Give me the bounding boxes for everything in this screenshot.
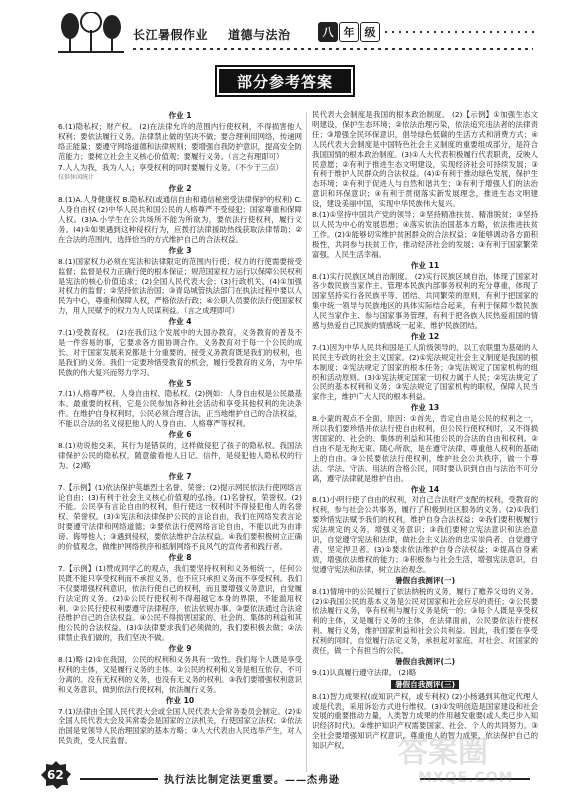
- answer-paragraph: 8.(1)略 (2)①在我国，公民的权利和义务具有一致性。我们每个人既是享受权利的主体，又是履行义务的主体。②公民的权利和义务是相互依存、不可分离的。没有无权利的义务，也没有无义务的权利。③我们要增强权利意识和义务意识，做到依法行使权利，依法履行义务。: [58, 655, 302, 694]
- column-divider: [306, 112, 307, 772]
- answer-paragraph: 7.【示例】(1)依法保护英雄烈士名誉、荣誉；(2)提示网民依法行使网络言论自由；(3)有利于社会主义核心价值观的弘扬。(1)名誉权，荣誉权。(2)不能。公民享有言论自由的权利，但行使这一权利时不得侵犯他人的名誉权、荣誉权。(3)①宪法和法律保护公民的言论自由，我们在网络发表言论时要遵守法律和网络道德；②要依法行使网络言论自由，不能以此为由诽谤、侮辱他人；③遇到侵权，要依法维护合法权益。④我们要积极树立正确的价值观念，做维护网络秩序和抵制网络不良风气的宣传者和践行者。: [58, 482, 302, 552]
- section-heading: 作业 12: [410, 331, 440, 341]
- answer-paragraph: 7.(1)人格尊严权、人身自由权、隐私权。(2)例如：人身自由权是公民最基本、最重要的权利，它是公民参加各种社会活动和享受其他权利的先决条件。在维护自身权利时，公民必须合理合法，正当地维护自己的合法权益，不能以合法的名义侵犯他人的人身自由、人格尊严等权利。: [58, 389, 302, 429]
- answer-paragraph: 7.人人为我，我为人人；享受权利的同时要履行义务。（不少于三点）: [58, 162, 284, 172]
- section-heading: 作业 2: [168, 184, 192, 194]
- answer-paragraph: 8.(1)劝说他交来，其行为是错误的，这样做侵犯了孩子的隐私权。我国法律保护公民的隐私权，随意偷看他人日记、信件，是侵犯他人隐私权的行为。(2)略: [58, 441, 302, 470]
- answer-paragraph: 7.(1)法律由全国人民代表大会或全国人民代表大会常务委员会制定。(2)①全国人民代表大会及其常委会是国家的立法机关，行使国家立法权；②依法治国是党领导人民治理国家的基本方略；③人大代表由人民选举产生，对人民负责，受人民监督。: [58, 706, 302, 746]
- section-heading: 作业 6: [168, 430, 192, 440]
- section-heading: 作业 4: [168, 317, 192, 327]
- section-heading: 作业 9: [168, 644, 192, 654]
- subject-name: 道德与法治: [228, 28, 291, 42]
- answer-paragraph: 8.(1)实行民族区域自治制度。 (2)实行民族区域自治，体现了国家对各少数民族当家作主、管理本民族内部事务权利的充分尊重，体现了国家坚持实行各民族平等、团结、共同繁荣的原则，有利于把国家的集中统一领导与民族地区的具体实际结合起来，有利于保障少数民族人民当家作主、参与国家事务管理，有利于把各族人民热爱祖国的情感与热爱自己民族的情感统一起来，维护民族团结。: [312, 271, 538, 331]
- margin-note: 仅供休闲统计: [58, 174, 95, 182]
- section-heading: 暑假自我测评(二): [394, 656, 456, 666]
- watermark-subtext: MXQE.COM: [418, 770, 514, 786]
- watermark-text: 答案圈: [398, 735, 488, 770]
- answer-paragraph: 8.(1)A.人身健康权 B.隐私权(或通信自由和通信秘密受法律保护的权利) C.人身自由权 (2)中华人民共和国公民的人格尊严不受侵犯；国家尊重和保障人权。(3)A.小学生在公共场所不能为所欲为，要依法行使权利，履行义务。(4)①如果遇到这种侵权行为，应拨打法律援助热线获取法律帮助；②在合法的范围内，选择恰当的方式维护自己的合法权益。: [58, 195, 302, 244]
- answer-paragraph: 8.(1)国家权力必须在宪法和法律限定的范围内行使；权力的行使需要接受监督；监督是权力正确行使的根本保证；规范国家权力运行以保障公民权利是宪法的核心价值追求；(2)全国人民代表大会；(3)行政机关。(4)①加强对权力的监督；②坚持依法治国；③青岛城管执法部门在执法过程中要以人民为中心，尊重和保障人权，严格依法行政；④公职人员要依法行使国家权力，用人民赋予的权力为人民谋利益。（言之成理即可）: [58, 256, 302, 316]
- page-header: [0, 0, 561, 60]
- grade-label: [318, 22, 380, 42]
- section-heading: 作业 8: [168, 552, 192, 562]
- watermark: [392, 728, 542, 788]
- answer-paragraph: 8.(1)智力成果权(或知识产权，或专利权) (2)小杨遇到其他定代理人或是代表，采用诉讼方式进行维权。(3)①发明创造是国家建设和社会发展的重要推动力量，人类智力成果的作用越发重要(或人类已步入知识经济时代)。②维护知识产权需要国家、社会、个人的共同努力。③全社会要增强知识产权意识，尊重他人的智力成果，依法保护自己的知识产权。: [312, 691, 538, 751]
- header-dots-decoration: [385, 30, 535, 34]
- trees-logo-icon: [58, 12, 124, 54]
- section-heading: 作业 10: [165, 695, 195, 705]
- answer-paragraph: 7.(1)受教育权。 (2)在我们这个发展中的大国办教育，义务教育的普及不是一件容易的事，它要求各方面协调合作。义务教育对于每一个公民的成长、对于国家发展来说都是十分重要的。接受义务教育既是我们的权利，也是我们的义务。我们一定要珍惜受教育的机会，履行受教育的义务，为中华民族的伟大复兴而努力学习。: [58, 328, 302, 377]
- answer-paragraph: 8.(1)情境中的公民履行了依法纳税的义务，履行了赡养父母的义务。(2)①我国公民的基本义务是公民对国家和社会应尽的责任；②公民要依法履行义务，享有权利与履行义务是统一的；③每个人既是享受权利的主体，又是履行义务的主体，在法律面前，公民要依法行使权利、履行义务，维护国家利益和社会公共利益。因此，我们要在享受权利的同时，自觉履行法定义务，承担起对家庭、对社会、对国家的责任，做一个有担当的公民。: [312, 586, 538, 656]
- left-answer-column: [58, 110, 302, 747]
- right-answer-column: [312, 110, 538, 752]
- answer-paragraph: 8.(1)①坚持中国共产党的领导；②坚持精准扶贫、精准脱贫；③坚持以人民为中心的发展思想；④落实依法治国基本方略，依法推进扶贫工作。(2)①能够切实维护贫困群众的合法权益；②能够调动各方面积极性，共同参与扶贫工作，推动经济社会的发展；③有利于国家繁荣富强，人民生活幸福。: [312, 210, 538, 259]
- section-heading: 作业 3: [168, 245, 192, 255]
- section-heading: [312, 680, 538, 690]
- section-heading-label: 暑假自我测评(三): [391, 680, 459, 689]
- series-name: 长江暑假作业: [133, 28, 209, 42]
- footer-motto: 执行法比制定法更重要。——杰弗逊: [164, 775, 340, 786]
- section-heading: 作业 5: [168, 378, 192, 388]
- section-heading: 作业 11: [410, 260, 440, 270]
- section-heading: 作业 1: [168, 111, 192, 120]
- grade-char: 八: [318, 22, 338, 42]
- answer-paragraph: 7.(1)因为中华人民共和国是工人阶级领导的、以工农联盟为基础的人民民主专政的社会主义国家。(2)①宪法规定社会主义制度是我国的根本制度；②宪法规定了国家的根本任务；③宪法规定了国家机构的组织和活动原则。(3)①宪法规定国家一切权力属于人民；②宪法规定了公民的基本权利和义务；③宪法规定了国家机构的职权，保障人民当家作主，维护广大人民的根本利益。: [312, 342, 538, 402]
- section-heading: 作业 14: [410, 484, 440, 494]
- page-number: 62: [47, 768, 64, 782]
- answer-paragraph: 9.(1)认真履行遵守法律。 (2)略: [312, 667, 417, 677]
- section-heading: 作业 13: [410, 403, 440, 413]
- header-rule-decoration: [133, 47, 533, 51]
- answer-paragraph: 民代表大会制度是我国的根本政治制度。 (2)【示例】①加强生态文明建设，保护生态环境；②依法治理污染，依法追究违法者的法律责任；③增强全民环保意识，倡导绿色低碳的生活方式和消费方式；④人民代表大会制度是中国特色社会主义制度的重要组成部分，是符合我国国情的根本政治制度。(3)①人大代表积极履行代表职责，反映人民意愿；②有利于推进生态文明建设，实现经济社会可持续发展；③有利于维护人民群众的合法权益。(4)①有利于推动绿色发展，保护生态环境；②有利于促进人与自然和谐共生；③有利于增强人们的法治意识和环保意识；④有利于贯彻落实新发展理念，推进生态文明建设，建设美丽中国，实现中华民族伟大复兴。: [312, 110, 538, 209]
- footer-rule-left: [80, 778, 158, 780]
- section-heading: 作业 7: [168, 471, 192, 481]
- answer-paragraph: 6.(1)隐私权；财产权。 (2)在法律允许的范围内行使权利，不得损害他人权利；要依法履行义务。法律禁止做的坚决不做；要合理利用网络，传递网络正能量；要遵守网络道德和法律规则；要增强自我防护意识，提高安全防范能力；要树立社会主义核心价值观；要履行义务。（言之有理即可）: [58, 121, 302, 161]
- grade-char: 级: [360, 22, 380, 42]
- grade-char: 年: [339, 22, 359, 42]
- answer-paragraph: 8.(1)小明行使了自由的权利，对自己合法财产支配的权利，受教育的权利，参与社会公共事务，履行了积极到社区服务的义务。(2)①我们要珍惜宪法赋予我们的权利，维护自身合法权益；②我们要积极履行宪法规定的义务，增强义务意识；③我们要树立宪法意识和法治意识，自觉遵守宪法和法律，做社会主义法治的忠实崇尚者、自觉遵守者、坚定捍卫者。(3)①要求依法维护自身合法权益；②提高自身素质，增强依法维权的能力；③积极参与社会生活，增强宪法意识，自觉遵守宪法和法律，树立法治观念。: [312, 495, 538, 574]
- banner-title: 部分参考答案: [217, 67, 353, 95]
- answer-paragraph: 7.【示例】(1)赞成同学乙的观点，我们要坚持权利和义务相统一，任何公民既不能只享受权利而不承担义务，也不应只承担义务而不享受权利。我们不仅要增强权利意识，依法行使自己的权利，而且要增强义务意识，自觉履行法定的义务。(2)①公民行使权利不得超越它本身的界限，不能滥用权利。②公民行使权利要遵守法律程序，依法依规办事。③要依法通过合法途径维护自己的合法权益。④公民不得损害国家的、社会的、集体的利益和其他公民的合法权益。(3)①法律要求我们必须做的，我们要积极去做；②法律禁止我们做的，我们坚决不做。: [58, 563, 302, 643]
- section-banner: [213, 64, 353, 94]
- answer-paragraph: 8.小蒙的观点不全面，原因：①首先，肯定自由是公民的权利之一，所以我们要珍惜并依法行使自由权利，但公民行使权利时，又不得损害国家的、社会的、集体的利益和其他公民的合法的自由和权利。②自由不是无拘无束、随心所欲，是在遵守法律、尊重他人权利的基础上的自由。③公民要依法行使权利，维护社会公共秩序，做一个尊法、学法、守法、用法的合格公民，同时要认识到自由与法治不可分离，遵守法律就是维护自由。: [312, 414, 538, 483]
- section-heading: 暑假自我测评(一): [394, 575, 456, 585]
